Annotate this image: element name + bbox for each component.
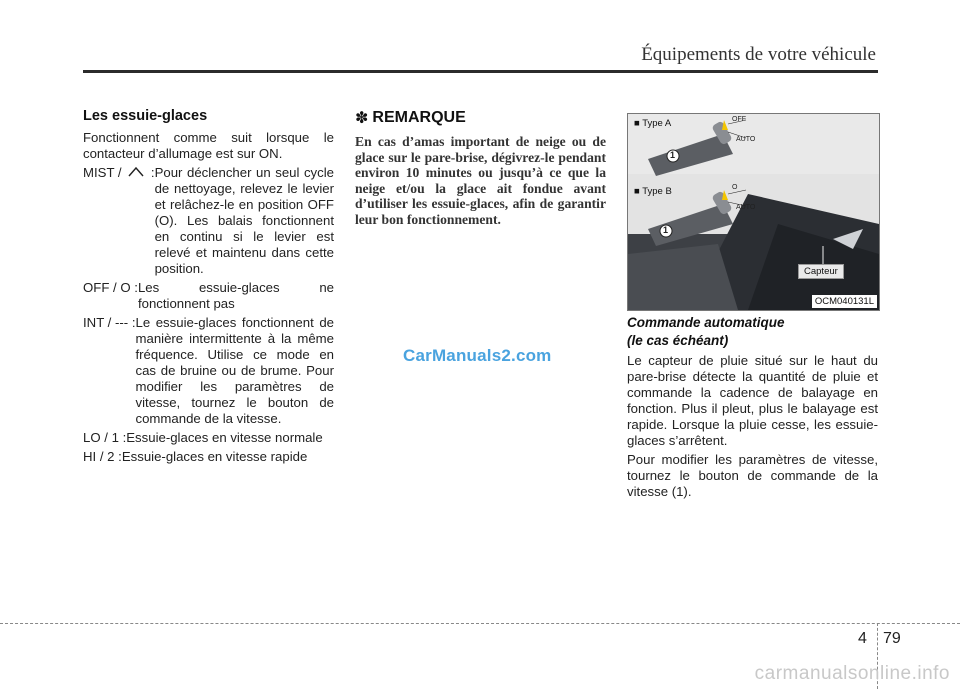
subhead-if-equipped: (le cas échéant) <box>627 333 729 348</box>
left-column <box>83 108 334 468</box>
knob-callout-a: 1 <box>670 150 676 160</box>
figure-code: OCM040131L <box>812 295 877 308</box>
mode-desc: Les essuie-glaces ne fonctionnent pas <box>137 280 334 311</box>
mode-term: MIST / : <box>83 165 155 180</box>
wiper-lever-figure <box>627 113 880 311</box>
chapter-number: 4 <box>858 630 867 647</box>
rain-sensor-paragraph: Le capteur de pluie situé sur le haut du pare-brise détecte la quantité de pluie et commande la cadence de balayage en fonction. Plus il pleut, plus le balayage est rapide. Lorsque la pluie cesse, les essuie-glaces s’arrêtent. <box>627 353 878 448</box>
mode-item-mist <box>83 165 334 277</box>
section-heading: Les essuie-glaces <box>83 108 208 124</box>
footer-watermark-link[interactable]: carmanualsonline.info <box>754 663 950 684</box>
mode-term: OFF / O : <box>83 280 138 295</box>
right-column <box>627 314 878 503</box>
mode-item-hi <box>83 449 334 465</box>
auto-label-b: AUTO <box>736 204 756 211</box>
mode-desc: Essuie-glaces en vitesse rapide <box>121 449 308 464</box>
mode-desc: Le essuie-glaces fonctionnent de manière intermittente à la même fréquence. Utilise ce mode en cas de bruine ou de brume. Pour modifier les paramètres de vitesse, tournez le bouton de commande de la vitesse. <box>135 315 334 426</box>
remark-title: REMARQUE <box>372 109 466 126</box>
intro-paragraph: Fonctionnent comme suit lorsque le contacteur d’allumage est sur ON. <box>83 130 334 161</box>
subhead-auto-control: Commande automatique <box>627 315 785 330</box>
mode-desc: Pour déclencher un seul cycle de nettoyage, relevez le levier et relâchez-le en position OFF (O). Les balais fonctionnent en continu si le levier est relevé et maintenu dans cette position. <box>154 165 334 276</box>
auto-label-a: AUTO <box>736 136 756 143</box>
remark-heading <box>355 108 606 128</box>
o-label: O <box>732 184 738 191</box>
mode-term: INT / --- : <box>83 315 136 330</box>
watermark-link[interactable]: CarManuals2.com <box>403 346 552 365</box>
asterisk-icon: ✽ <box>355 110 369 127</box>
page-number: 79 <box>883 630 901 647</box>
off-label: OFF <box>732 116 746 123</box>
header-rule <box>83 70 878 73</box>
footer-rule <box>0 623 960 624</box>
mist-icon <box>127 166 145 178</box>
capteur-label: Capteur <box>798 264 844 279</box>
mode-item-lo <box>83 430 334 446</box>
mode-term: LO / 1 : <box>83 430 127 445</box>
middle-column <box>355 108 606 227</box>
mode-item-off <box>83 280 334 312</box>
mode-desc: Essuie-glaces en vitesse normale <box>126 430 323 445</box>
lever-illustration <box>628 114 879 310</box>
type-a-label: ■ Type A <box>634 118 672 129</box>
remark-body: En cas d’amas important de neige ou de glace sur le pare-brise, dégivrez-le pendant environ 10 minutes ou jusqu’à ce que la neige et/ou la glace ait fondue avant d’utiliser les essuie-glaces, afin de garantir leur bon fonctionnement. <box>355 134 606 227</box>
mode-item-int <box>83 315 334 427</box>
speed-setting-paragraph: Pour modifier les paramètres de vitesse, tournez le bouton de commande de la vitesse (1). <box>627 452 878 499</box>
mode-term: HI / 2 : <box>83 449 122 464</box>
type-b-label: ■ Type B <box>634 186 672 197</box>
knob-callout-b: 1 <box>663 225 669 235</box>
page-header-title: Équipements de votre véhicule <box>641 44 876 65</box>
